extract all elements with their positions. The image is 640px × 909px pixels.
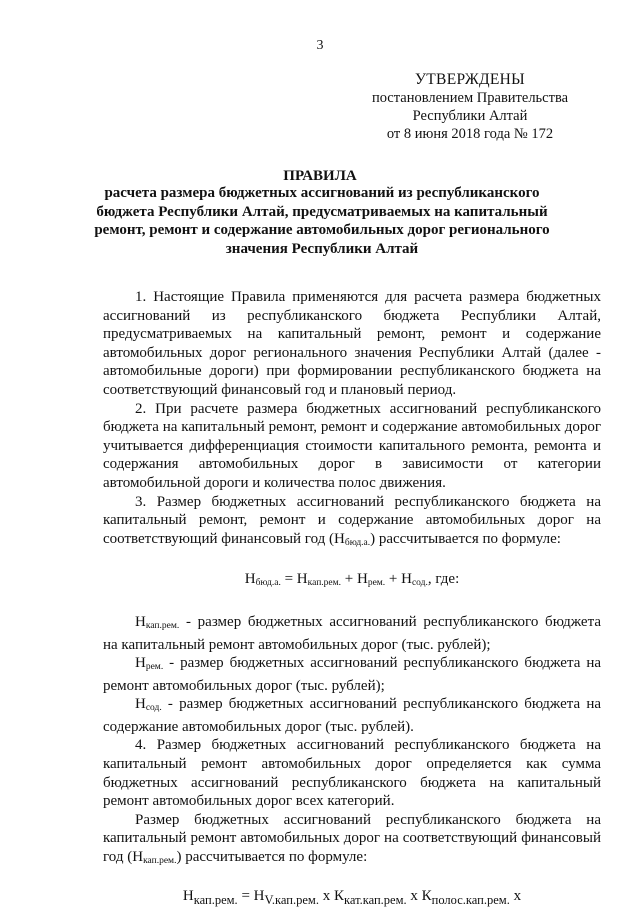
- p3-text-before: 3. Размер бюджетных ассигнований республиканского бюджета на капитальный ремонт, ремонт и содержание автомобильных дорог на соответствующий финансовый год (Н: [103, 493, 601, 547]
- formula2-term-1: = Н: [241, 887, 265, 904]
- formula1-lhs: Н: [244, 571, 256, 588]
- def3-text: - размер бюджетных ассигнований республиканского бюджета на содержание автомобильных дорог (тыс. рублей).: [103, 696, 601, 735]
- definition-2: [103, 654, 601, 695]
- formula1-term-3-sub: сод.: [411, 578, 428, 589]
- paragraph-3: [103, 493, 601, 553]
- formula-total-budget: [103, 570, 601, 593]
- def1-symbol: Н: [135, 613, 146, 630]
- p5-text-after: ) рассчитывается по формуле:: [176, 849, 368, 866]
- formula2-lhs-sub: кап.рем.: [193, 892, 238, 907]
- document-body: [103, 288, 601, 909]
- formula2-tail: х: [513, 887, 522, 904]
- paragraph-4: 4. Размер бюджетных ассигнований республиканского бюджета на капитальный ремонт автомобильных дорог определяется как сумма бюджетных ассигнований республиканского бюджета на капитальный ремонт автомобильных дорог всех категорий.: [103, 737, 601, 810]
- formula2-term-1-sub: V.кап.рем.: [264, 892, 319, 907]
- formula1-term-1-sub: кап.рем.: [307, 578, 342, 589]
- p3-text-after: ) рассчитывается по формуле:: [370, 530, 561, 547]
- p3-subscript: бюд.а.: [344, 537, 371, 548]
- def3-subscript: сод.: [145, 703, 162, 714]
- approval-line-2: Республики Алтай: [412, 108, 528, 124]
- def1-subscript: кап.рем.: [145, 620, 180, 631]
- formula1-term-2-sub: рем.: [367, 578, 386, 589]
- page-number: 3: [316, 38, 324, 53]
- document-title: ПРАВИЛА: [283, 168, 357, 184]
- formula1-term-1: = Н: [284, 571, 308, 588]
- formula-capital-repair: [103, 887, 601, 909]
- p5-subscript: кап.рем.: [143, 856, 177, 867]
- formula2-term-3-sub: полос.кап.рем.: [431, 892, 510, 907]
- paragraph-1: 1. Настоящие Правила применяются для расчета размера бюджетных ассигнований из республиканского бюджета Республики Алтай, предусматриваемых на капитальный ремонт, ремонт и содержание автомобильных дорог регионального значения Республики Алтай (далее - автомобильные дороги) при формировании республиканского бюджета на соответствующий финансовый год и плановый период.: [103, 289, 601, 398]
- definition-1: [103, 613, 601, 654]
- p5-text-before: Размер бюджетных ассигнований республиканского бюджета на капитальный ремонт автомобильных дорог на соответствующий финансовый год (Н: [103, 811, 601, 866]
- formula1-term-3: + Н: [388, 571, 412, 588]
- approval-title: УТВЕРЖДЕНЫ: [415, 71, 525, 88]
- formula2-term-2: х К: [322, 887, 344, 904]
- def2-subscript: рем.: [145, 662, 164, 673]
- formula1-lhs-sub: бюд.а.: [255, 578, 281, 589]
- approval-block: [360, 71, 580, 143]
- paragraph-2: 2. При расчете размера бюджетных ассигнований республиканского бюджета на капитальный ремонт, ремонт и содержание автомобильных дорог учитывается дифференциация стоимости капитального ремонта, ремонта и содержания автомобильных дорог в зависимости от категории автомобильной дороги и количества полос движения.: [103, 400, 601, 491]
- document-subtitle: расчета размера бюджетных ассигнований из республиканского бюджета Республики Алтай, предусматриваемых на капитальный ремонт, ремонт и содержание автомобильных дорог регионального значения Республики Алтай: [94, 185, 550, 257]
- definition-3: [103, 695, 601, 736]
- formula2-term-3: х К: [410, 887, 432, 904]
- formula1-term-2: + Н: [344, 571, 368, 588]
- def1-text: - размер бюджетных ассигнований республиканского бюджета на капитальный ремонт автомобильных дорог (тыс. рублей);: [103, 613, 601, 653]
- formula2-term-2-sub: кат.кап.рем.: [343, 892, 407, 907]
- approval-line-1: постановлением Правительства: [371, 90, 569, 106]
- formula1-tail: , где:: [427, 571, 460, 588]
- def2-symbol: Н: [135, 655, 146, 672]
- paragraph-5: [103, 811, 601, 871]
- formula2-lhs: Н: [182, 887, 194, 904]
- def3-symbol: Н: [135, 696, 146, 713]
- approval-line-3: от 8 июня 2018 года № 172: [386, 126, 554, 142]
- def2-text: - размер бюджетных ассигнований республиканского бюджета на ремонт автомобильных дорог (тыс. рублей);: [103, 655, 601, 694]
